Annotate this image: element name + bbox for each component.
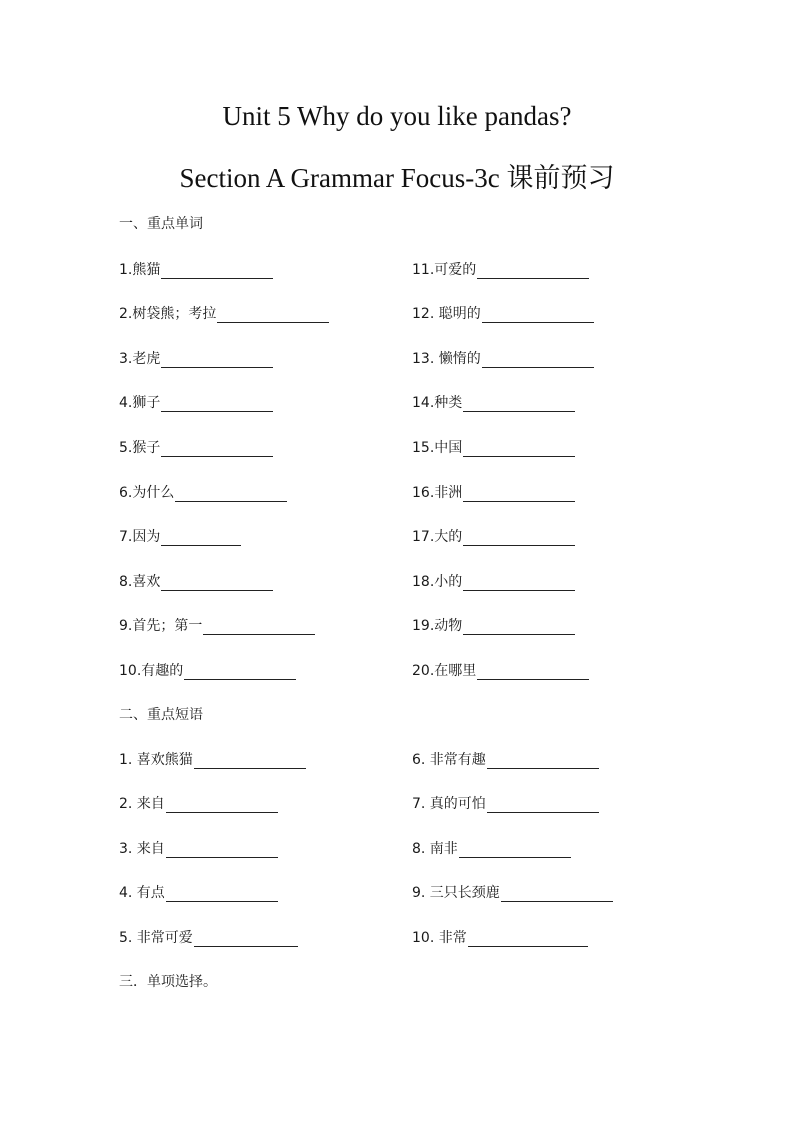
word-label: 10.有趣的 xyxy=(119,663,184,679)
word-item xyxy=(412,482,575,502)
word-label: 8.喜欢 xyxy=(119,574,161,590)
answer-blank[interactable] xyxy=(463,487,575,502)
word-item xyxy=(412,437,575,457)
word-label: 4.狮子 xyxy=(119,395,161,411)
word-label: 16.非洲 xyxy=(412,485,463,501)
answer-blank[interactable] xyxy=(166,843,278,858)
word-item xyxy=(412,303,594,323)
phrase-label: 10. 非常 xyxy=(412,930,467,946)
word-label: 15.中国 xyxy=(412,440,463,456)
word-item xyxy=(119,615,315,635)
phrase-label: 8. 南非 xyxy=(412,841,458,857)
phrase-item xyxy=(412,838,571,858)
phrase-item xyxy=(412,793,599,813)
answer-blank[interactable] xyxy=(468,932,588,947)
word-label: 12. 聪明的 xyxy=(412,306,481,322)
answer-blank[interactable] xyxy=(477,264,589,279)
section-heading-multiple-choice: 三．单项选择。 xyxy=(119,974,217,990)
word-item xyxy=(412,571,575,591)
phrase-label: 1. 喜欢熊猫 xyxy=(119,752,193,768)
phrase-label: 2. 来自 xyxy=(119,796,165,812)
answer-blank[interactable] xyxy=(166,887,278,902)
phrase-label: 4. 有点 xyxy=(119,885,165,901)
word-item xyxy=(119,526,241,546)
answer-blank[interactable] xyxy=(463,620,575,635)
phrase-label: 3. 来自 xyxy=(119,841,165,857)
word-item xyxy=(412,259,589,279)
answer-blank[interactable] xyxy=(501,887,613,902)
answer-blank[interactable] xyxy=(161,353,273,368)
word-item xyxy=(119,392,273,412)
answer-blank[interactable] xyxy=(161,576,273,591)
word-item xyxy=(119,660,296,680)
answer-blank[interactable] xyxy=(161,264,273,279)
word-item xyxy=(119,348,273,368)
phrase-item xyxy=(119,793,278,813)
answer-blank[interactable] xyxy=(217,308,329,323)
word-label: 13. 懒惰的 xyxy=(412,351,481,367)
answer-blank[interactable] xyxy=(482,308,594,323)
answer-blank[interactable] xyxy=(463,442,575,457)
answer-blank[interactable] xyxy=(161,531,241,546)
phrase-item xyxy=(412,882,613,902)
phrase-item xyxy=(119,882,278,902)
answer-blank[interactable] xyxy=(463,397,575,412)
phrase-item xyxy=(412,927,588,947)
answer-blank[interactable] xyxy=(194,932,298,947)
answer-blank[interactable] xyxy=(482,353,594,368)
word-item xyxy=(412,660,589,680)
word-item xyxy=(119,303,329,323)
word-label: 19.动物 xyxy=(412,618,463,634)
word-label: 9.首先；第一 xyxy=(119,618,203,634)
phrase-item xyxy=(119,927,298,947)
word-item xyxy=(119,482,287,502)
word-label: 20.在哪里 xyxy=(412,663,477,679)
word-label: 11.可爱的 xyxy=(412,262,477,278)
phrase-label: 9. 三只长颈鹿 xyxy=(412,885,500,901)
phrase-label: 7. 真的可怕 xyxy=(412,796,486,812)
answer-blank[interactable] xyxy=(175,487,287,502)
answer-blank[interactable] xyxy=(184,665,296,680)
answer-blank[interactable] xyxy=(166,798,278,813)
answer-blank[interactable] xyxy=(161,442,273,457)
answer-blank[interactable] xyxy=(463,576,575,591)
word-item xyxy=(412,348,594,368)
phrase-label: 6. 非常有趣 xyxy=(412,752,486,768)
section-heading-key-words: 一、重点单词 xyxy=(119,216,203,232)
answer-blank[interactable] xyxy=(487,754,599,769)
answer-blank[interactable] xyxy=(463,531,575,546)
phrase-item xyxy=(119,838,278,858)
answer-blank[interactable] xyxy=(194,754,306,769)
section-heading-key-phrases: 二、重点短语 xyxy=(119,707,203,723)
word-label: 7.因为 xyxy=(119,529,161,545)
word-label: 1.熊猫 xyxy=(119,262,161,278)
word-label: 14.种类 xyxy=(412,395,463,411)
word-item xyxy=(119,571,273,591)
word-label: 6.为什么 xyxy=(119,485,175,501)
word-item xyxy=(119,437,273,457)
worksheet-subtitle: Section A Grammar Focus-3c 课前预习 xyxy=(179,163,615,193)
word-label: 17.大的 xyxy=(412,529,463,545)
word-item xyxy=(412,615,575,635)
word-label: 2.树袋熊；考拉 xyxy=(119,306,217,322)
phrase-item xyxy=(119,749,306,769)
phrase-label: 5. 非常可爱 xyxy=(119,930,193,946)
answer-blank[interactable] xyxy=(459,843,571,858)
answer-blank[interactable] xyxy=(487,798,599,813)
answer-blank[interactable] xyxy=(161,397,273,412)
worksheet-title: Unit 5 Why do you like pandas? xyxy=(222,101,572,131)
phrase-item xyxy=(412,749,599,769)
word-item xyxy=(412,526,575,546)
answer-blank[interactable] xyxy=(203,620,315,635)
word-label: 5.猴子 xyxy=(119,440,161,456)
word-label: 3.老虎 xyxy=(119,351,161,367)
word-item xyxy=(412,392,575,412)
answer-blank[interactable] xyxy=(477,665,589,680)
word-label: 18.小的 xyxy=(412,574,463,590)
word-item xyxy=(119,259,273,279)
